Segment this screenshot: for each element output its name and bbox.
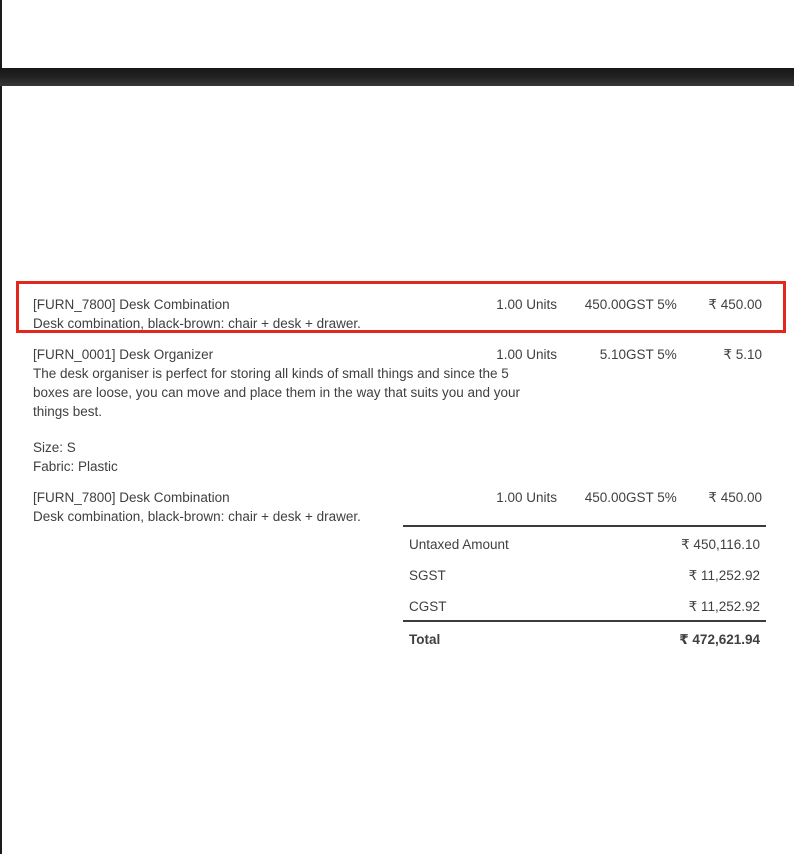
variant-size: Size: S	[33, 440, 76, 455]
product-cell	[33, 295, 457, 333]
top-divider-bar	[0, 68, 794, 86]
unit-price-cell: 5.10	[599, 347, 626, 362]
product-description: Desk combination, black-brown: chair + desk + drawer.	[33, 316, 361, 331]
untaxed-amount-row	[403, 525, 766, 558]
totals-table	[403, 525, 766, 653]
variant-info	[33, 438, 457, 476]
untaxed-amount-label: Untaxed Amount	[409, 537, 509, 552]
order-line-row[interactable]	[33, 340, 762, 483]
product-description: things best.	[33, 404, 103, 419]
total-row	[403, 620, 766, 653]
order-lines	[33, 290, 762, 533]
taxes-cell: GST 5%	[626, 490, 677, 505]
order-line-row[interactable]	[33, 290, 762, 340]
cgst-value: ₹ 11,252.92	[688, 599, 760, 614]
variant-fabric: Fabric: Plastic	[33, 459, 118, 474]
product-name: [FURN_0001] Desk Organizer	[33, 347, 214, 362]
product-cell	[33, 345, 521, 476]
product-cell	[33, 488, 457, 526]
quantity-cell: 1.00 Units	[496, 347, 557, 362]
sgst-value: ₹ 11,252.92	[688, 568, 760, 583]
product-description: Desk combination, black-brown: chair + desk + drawer.	[33, 509, 361, 524]
quantity-cell: 1.00 Units	[496, 490, 557, 505]
total-label: Total	[409, 632, 441, 647]
amount-cell: ₹ 5.10	[723, 347, 762, 362]
product-name: [FURN_7800] Desk Combination	[33, 490, 230, 505]
product-name: [FURN_7800] Desk Combination	[33, 297, 230, 312]
unit-price-cell: 450.00	[584, 490, 626, 505]
taxes-cell: GST 5%	[626, 347, 677, 362]
window-left-border	[0, 0, 2, 854]
total-value: ₹ 472,621.94	[679, 632, 760, 647]
taxes-cell: GST 5%	[626, 297, 677, 312]
amount-cell: ₹ 450.00	[708, 490, 762, 505]
product-description: The desk organiser is perfect for storing all kinds of small things and since the 5	[33, 366, 509, 381]
product-description: boxes are loose, you can move and place them in the way that suits you and your	[33, 385, 521, 400]
cgst-label: CGST	[409, 599, 447, 614]
sgst-row	[403, 558, 766, 589]
untaxed-amount-value: ₹ 450,116.10	[681, 537, 760, 552]
amount-cell: ₹ 450.00	[708, 297, 762, 312]
quantity-cell: 1.00 Units	[496, 297, 557, 312]
cgst-row	[403, 589, 766, 620]
sgst-label: SGST	[409, 568, 446, 583]
unit-price-cell: 450.00	[584, 297, 626, 312]
